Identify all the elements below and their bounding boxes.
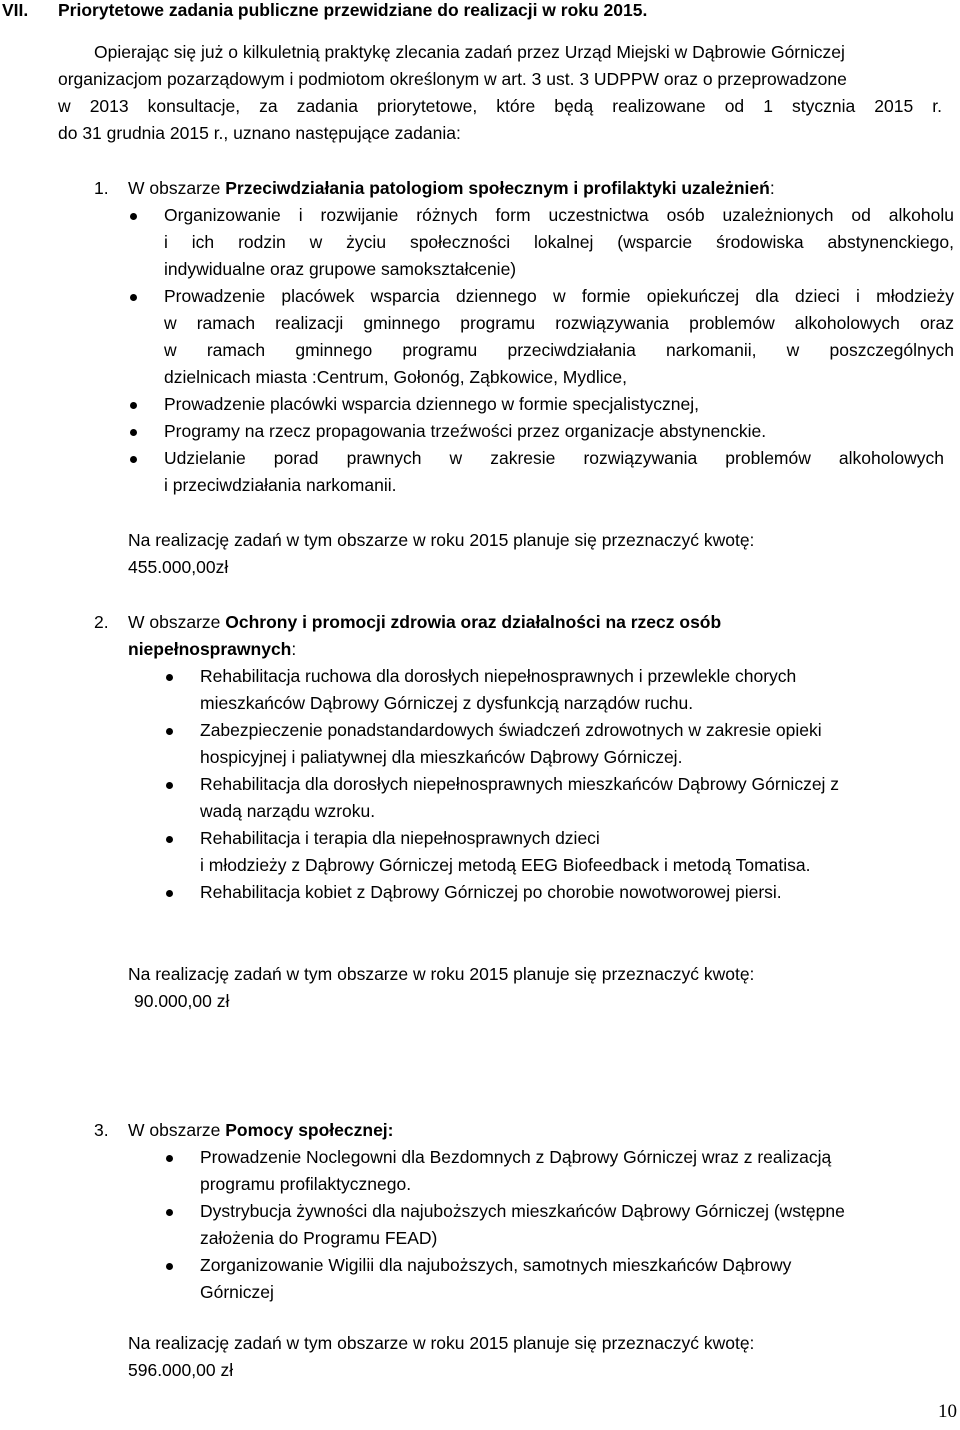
list-item-line: Prowadzenie Noclegowni dla Bezdomnych z Dąbrowy Górniczej wraz z realizacją (200, 1147, 832, 1167)
list-item-line: i przeciwdziałania narkomanii. (164, 475, 397, 495)
section-title: Przeciwdziałania patologiom społecznym i profilaktyki uzależnień (225, 178, 770, 198)
intro-line: do 31 grudnia 2015 r., uznano następujące zadania: (58, 123, 461, 143)
list-item-line: indywidualne oraz grupowe samokształcenie) (164, 259, 517, 279)
list-item-line: Zorganizowanie Wigilii dla najuboższych, samotnych mieszkańców Dąbrowy (200, 1255, 792, 1275)
section-suffix: : (769, 178, 775, 198)
list-item-line: w ramach realizacji gminnego programu rozwiązywania problemów alkoholowych oraz (164, 313, 954, 333)
budget-amount: 455.000,00zł (128, 557, 229, 577)
section-prefix: W obszarze (128, 178, 226, 198)
budget-label: Na realizację zadań w tym obszarze w roku 2015 planuje się przeznaczyć kwotę: (128, 964, 755, 984)
bullet-icon (166, 890, 173, 897)
budget-amount: 596.000,00 zł (128, 1360, 234, 1380)
list-item-line: Organizowanie i rozwijanie różnych form uczestnictwa osób uzależnionych od alkoholu (164, 205, 954, 225)
bullet-icon (166, 1155, 173, 1162)
heading-title: Priorytetowe zadania publiczne przewidziane do realizacji w roku 2015. (58, 0, 648, 20)
section-prefix: W obszarze (128, 1120, 226, 1140)
budget-label: Na realizację zadań w tym obszarze w roku 2015 planuje się przeznaczyć kwotę: (128, 530, 755, 550)
heading-number: VII. (2, 0, 29, 20)
list-item-line: i ich rodzin w życiu społeczności lokalnej (wsparcie środowiska abstynenckiego, (164, 232, 954, 252)
list-item-line: Górniczej (200, 1282, 274, 1302)
bullet-icon (130, 456, 137, 463)
list-item-line: w ramach gminnego programu przeciwdziałania narkomanii, w poszczególnych (164, 340, 954, 360)
bullet-icon (130, 429, 137, 436)
intro-line: organizacjom pozarządowym i podmiotom określonym w art. 3 ust. 3 UDPPW oraz o przeprowadzone (58, 69, 847, 89)
list-item-line: Zabezpieczenie ponadstandardowych świadczeń zdrowotnych w zakresie opieki (200, 720, 822, 740)
list-item-line: Rehabilitacja kobiet z Dąbrowy Górniczej po chorobie nowotworowej piersi. (200, 882, 782, 902)
budget-amount: 90.000,00 zł (134, 991, 230, 1011)
section-number: 2. (94, 612, 109, 632)
list-item-line: Dystrybucja żywności dla najuboższych mieszkańców Dąbrowy Górniczej (wstępne (200, 1201, 845, 1221)
section-prefix: W obszarze (128, 612, 226, 632)
list-item-line: hospicyjnej i paliatywnej dla mieszkańców Dąbrowy Górniczej. (200, 747, 683, 767)
section-suffix: : (291, 639, 297, 659)
intro-line: Opierając się już o kilkuletnią praktykę zlecania zadań przez Urząd Miejski w Dąbrowie Górniczej (94, 42, 845, 62)
section-title: Ochrony i promocji zdrowia oraz działalności na rzecz osób (225, 612, 722, 632)
section-title: Pomocy społecznej: (225, 1120, 394, 1140)
bullet-icon (166, 1263, 173, 1270)
bullet-icon (166, 1209, 173, 1216)
bullet-icon (130, 294, 137, 301)
list-item-line: Rehabilitacja i terapia dla niepełnosprawnych dzieci (200, 828, 600, 848)
bullet-icon (166, 836, 173, 843)
bullet-icon (166, 728, 173, 735)
list-item-line: programu profilaktycznego. (200, 1174, 412, 1194)
list-item-line: Rehabilitacja ruchowa dla dorosłych niepełnosprawnych i przewlekle chorych (200, 666, 797, 686)
list-item-line: Prowadzenie placówek wsparcia dziennego w formie opiekuńczej dla dzieci i młodzieży (164, 286, 954, 306)
budget-label: Na realizację zadań w tym obszarze w roku 2015 planuje się przeznaczyć kwotę: (128, 1333, 755, 1353)
list-item-line: Rehabilitacja dla dorosłych niepełnosprawnych mieszkańców Dąbrowy Górniczej z (200, 774, 840, 794)
bullet-icon (130, 402, 137, 409)
list-item-line: Programy na rzecz propagowania trzeźwości przez organizacje abstynenckie. (164, 421, 767, 441)
list-item-line: założenia do Programu FEAD) (200, 1228, 438, 1248)
list-item-line: Prowadzenie placówki wsparcia dziennego w formie specjalistycznej, (164, 394, 699, 414)
list-item-line: mieszkańców Dąbrowy Górniczej z dysfunkcją narządów ruchu. (200, 693, 694, 713)
list-item-line: wadą narządu wzroku. (200, 801, 376, 821)
bullet-icon (166, 782, 173, 789)
bullet-icon (130, 213, 137, 220)
list-item-line: Udzielanie porad prawnych w zakresie rozwiązywania problemów alkoholowych (164, 448, 944, 468)
bullet-icon (166, 674, 173, 681)
section-number: 3. (94, 1120, 109, 1140)
section-heading (128, 178, 775, 199)
intro-line: w 2013 konsultacje, za zadania priorytetowe, które będą realizowane od 1 stycznia 2015 r. (58, 96, 942, 116)
list-item-line: i młodzieży z Dąbrowy Górniczej metodą EEG Biofeedback i metodą Tomatisa. (200, 855, 811, 875)
page-number: 10 (938, 1401, 957, 1422)
section-title: niepełnosprawnych (128, 639, 292, 659)
list-item-line: dzielnicach miasta :Centrum, Gołonóg, Ząbkowice, Mydlice, (164, 367, 627, 387)
section-number: 1. (94, 178, 109, 198)
section-heading-continued (128, 639, 296, 660)
section-heading (128, 1120, 394, 1141)
section-heading (128, 612, 721, 633)
